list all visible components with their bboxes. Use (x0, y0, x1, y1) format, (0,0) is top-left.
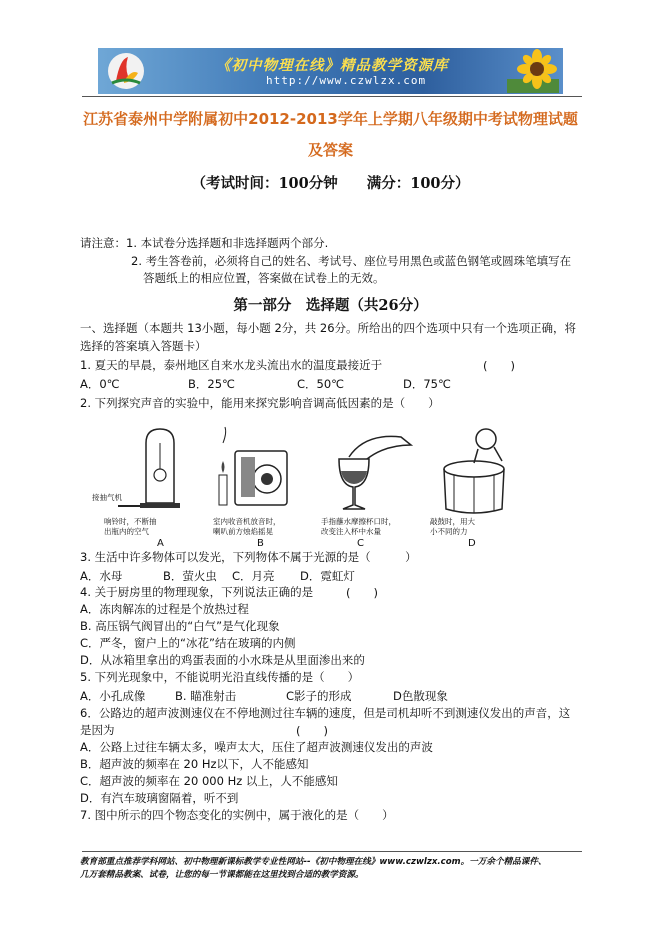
section-heading: 第一部分 选择题（共26分） (233, 297, 428, 314)
notice-line-1: 请注意：1. 本试卷分选择题和非选择题两个部分. (80, 236, 329, 250)
question-1-blank: ( ) (483, 359, 515, 373)
question-4-blank: ( ) (346, 586, 378, 600)
question-6-option-d: D．有汽车玻璃窗隔着，听不到 (80, 791, 239, 805)
footer-text (80, 856, 600, 882)
figure-a-tag: 接抽气机 (92, 493, 122, 502)
banner-url[interactable]: http://www.czwlzx.com (266, 74, 427, 87)
footer-line-2: 几万套精品教案、试卷，让您的每一节课都能在这里找到合适的教学资源。 (80, 870, 364, 880)
question-6-option-a: A．公路上过往车辆太多，噪声太大，压住了超声波测速仪发出的声波 (80, 740, 433, 754)
question-3-option-d: D．霓虹灯 (300, 569, 355, 583)
question-6-option-b: B．超声波的频率在 20 Hz以下，人不能感知 (80, 757, 309, 771)
figure-a-label: A (157, 538, 164, 549)
question-5-option-d: D色散现象 (393, 689, 448, 703)
bell-jar-icon (98, 423, 218, 518)
radio-candle-icon (207, 423, 327, 518)
question-3-stem: 3. 生活中许多物体可以发光，下列物体不属于光源的是（ ） (80, 550, 417, 564)
question-1-option-c: C．50℃ (297, 377, 345, 391)
section-intro: 一、选择题（本题共 13小题，每小题 2分，共 26分。所给出的四个选项中只有一个选项正确，将 (80, 321, 577, 335)
question-4-option-a: A．冻肉解冻的过程是个放热过程 (80, 602, 249, 616)
question-1-option-a: A．0℃ (80, 377, 120, 391)
question-7-stem: 7. 图中所示的四个物态变化的实例中，属于液化的是（ ） (80, 808, 394, 822)
notice-line-2: 2. 考生答卷前，必须将自己的姓名、考试号、座位号用黑色或蓝色钢笔或圆珠笔填写在 (131, 254, 572, 268)
exam-time: （考试时间：100分钟 满分：100分） (191, 175, 470, 192)
site-logo-icon (106, 51, 146, 91)
figure-c-caption: 手指蘸水摩擦杯口时， 改变注入杯中水量 (321, 517, 396, 536)
header-banner (98, 48, 563, 94)
question-5-option-a: A．小孔成像 (80, 689, 146, 703)
question-6-stem-line2: 是因为 (80, 723, 115, 737)
drum-boy-icon (424, 423, 544, 518)
header-divider (82, 96, 582, 97)
figure-a-caption: 响铃时，不断抽 出瓶内的空气 (104, 517, 157, 536)
figure-d (424, 423, 544, 547)
notice-line-3: 答题纸上的相应位置，答案做在试卷上的无效。 (143, 271, 385, 285)
question-4-option-d: D．从冰箱里拿出的鸡蛋表面的小水珠是从里面渗出来的 (80, 653, 365, 667)
question-6-blank: ( ) (296, 724, 328, 738)
question-4-option-c: C．严冬，窗户上的“冰花”结在玻璃的内侧 (80, 636, 296, 650)
question-5-option-b: B. 瞄准射击 (175, 689, 237, 703)
figure-b (207, 423, 327, 547)
question-5-option-c: C影子的形成 (286, 689, 352, 703)
question-1-stem: 1. 夏天的早晨，泰州地区自来水龙头流出水的温度最接近于 (80, 358, 383, 372)
question-4-stem: 4. 关于厨房里的物理现象，下列说法正确的是 (80, 585, 314, 599)
wine-glass-icon (315, 423, 435, 518)
footer-divider (82, 851, 582, 852)
figure-d-caption: 敲鼓时，用大 小不同的力 (430, 517, 475, 536)
question-1-option-d: D．75℃ (403, 377, 451, 391)
banner-title: 《初中物理在线》精品教学资源库 (216, 57, 449, 74)
question-1-option-b: B．25℃ (188, 377, 235, 391)
question-2-stem: 2. 下列探究声音的实验中，能用来探究影响音调高低因素的是（ ） (80, 396, 440, 410)
question-4-option-b: B. 高压锅气阀冒出的“白气”是气化现象 (80, 619, 280, 633)
question-3-option-b: B．萤火虫 (163, 569, 217, 583)
footer-line-1: 教育部重点推荐学科网站、初中物理新课标教学专业性网站--《初中物理在线》www.czwlzx.com。一万余个精品课件、 (80, 857, 547, 867)
figure-b-label: B (257, 538, 264, 549)
figure-c-label: C (357, 538, 364, 549)
figure-a (92, 423, 218, 547)
question-5-stem: 5. 下列光现象中，不能说明光沿直线传播的是（ ） (80, 670, 360, 684)
page-title: 江苏省泰州中学附属初中2012-2013学年上学期八年级期中考试物理试题 (83, 110, 578, 128)
question-6-option-c: C．超声波的频率在 20 000 Hz 以上，人不能感知 (80, 774, 338, 788)
page-title-line2: 及答案 (307, 141, 353, 159)
section-intro-line2: 选择的答案填入答题卡） (80, 339, 207, 353)
sunflower-icon (507, 49, 559, 93)
question-3-option-c: C．月亮 (232, 569, 275, 583)
figure-b-caption: 室内收音机放音时， 喇叭前方烛焰摇晃 (213, 517, 281, 536)
figure-d-label: D (468, 538, 476, 549)
figure-c (315, 423, 435, 547)
question-3-option-a: A．水母 (80, 569, 123, 583)
question-6-stem: 6．公路边的超声波测速仪在不停地测过往车辆的速度，但是司机却听不到测速仪发出的声音，这 (80, 706, 571, 720)
